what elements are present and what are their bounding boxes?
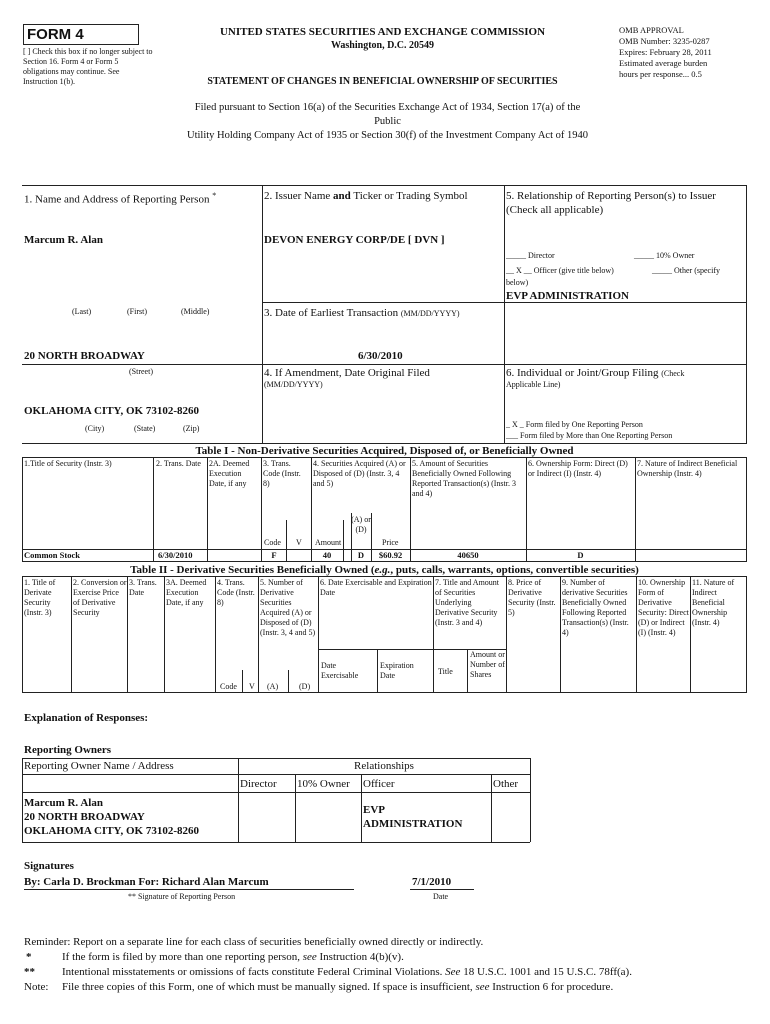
filed-line-3: Utility Holding Company Act of 1935 or Section 30(f) of the Investment Company Act of 1940 bbox=[187, 130, 588, 141]
t2-v-code bbox=[242, 670, 243, 693]
t2-col3a: 3A. Deemed Execution Date, if any bbox=[166, 578, 207, 607]
footer-star-see: see bbox=[302, 951, 317, 963]
t1-v3 bbox=[261, 457, 262, 562]
grid-line-v3 bbox=[746, 185, 747, 443]
ro-line-name bbox=[22, 774, 238, 775]
signature-date-line bbox=[410, 889, 474, 890]
t1-row-amount: 40 bbox=[322, 550, 332, 560]
ro-col-other: Other bbox=[493, 778, 519, 790]
ro-name-line2: 20 NORTH BROADWAY bbox=[24, 811, 145, 823]
t2-v9 bbox=[560, 576, 561, 693]
agency-name: UNITED STATES SECURITIES AND EXCHANGE COMMISSION bbox=[219, 26, 546, 38]
t1-v-amount bbox=[343, 520, 344, 562]
box6-label bbox=[506, 366, 684, 380]
signatures-heading: Signatures bbox=[24, 860, 74, 872]
ten-pct-owner-option: _____ 10% Owner bbox=[634, 251, 695, 260]
grid-line-top bbox=[22, 185, 747, 186]
table1-title: Table I - Non-Derivative Securities Acquired, Disposed of, or Beneficially Owned bbox=[195, 445, 574, 457]
t1-v1 bbox=[153, 457, 154, 562]
ro-col-ten: 10% Owner bbox=[297, 778, 350, 790]
box2-label-post: Ticker or Trading Symbol bbox=[353, 190, 468, 202]
t2-sub-expiration: Expiration Date bbox=[380, 661, 414, 680]
statement-title: STATEMENT OF CHANGES IN BENEFICIAL OWNERSHIP OF SECURITIES bbox=[207, 76, 558, 87]
explanation-heading: Explanation of Responses: bbox=[24, 712, 149, 724]
t2-col8: 8. Price of Derivative Security (Instr. 5) bbox=[508, 578, 556, 617]
box3-label-text: 3. Date of Earliest Transaction bbox=[264, 307, 399, 319]
t2-col5: 5. Number of Derivative Securities Acquired (A) or Disposed of (D) (Instr. 3, 4 and 5) bbox=[260, 578, 316, 637]
t2-col6: 6. Date Exercisable and Expiration Date bbox=[320, 578, 432, 597]
t2-v-exp bbox=[377, 649, 378, 693]
grid-line-h3 bbox=[22, 364, 747, 365]
ro-name-line3: OKLAHOMA CITY, OK 73102-8260 bbox=[24, 825, 199, 837]
footer-note-post: Instruction 6 for procedure. bbox=[492, 981, 614, 993]
box1-label-text: 1. Name and Address of Reporting Person bbox=[24, 193, 210, 206]
ro-officer-line2: ADMINISTRATION bbox=[363, 818, 463, 830]
footer-note-pre: File three copies of this Form, one of which must be manually signed. If space is insufficient, bbox=[62, 981, 473, 993]
grid-line-h2 bbox=[262, 302, 504, 303]
footer-note-see: see bbox=[475, 981, 490, 993]
grid-line-v1 bbox=[262, 185, 263, 443]
ro-col-name: Reporting Owner Name / Address bbox=[24, 760, 174, 772]
t2-title-post: , puts, calls, warrants, options, convertible securities) bbox=[390, 564, 639, 576]
t2-title-pre: Table II - Derivative Securities Beneficially Owned ( bbox=[130, 564, 375, 576]
t2-v-ad bbox=[288, 670, 289, 693]
t1-row-form: D bbox=[577, 550, 584, 560]
box2-label-pre: 2. Issuer Name bbox=[264, 190, 331, 202]
t1-v7 bbox=[635, 457, 636, 562]
box1-label bbox=[24, 189, 216, 207]
t2-col4: 4. Trans. Code (Instr. 8) bbox=[217, 578, 255, 607]
footer-star-pre: If the form is filed by more than one reporting person, bbox=[62, 951, 300, 963]
t1-v5 bbox=[410, 457, 411, 562]
footer-dstar-post: 18 U.S.C. 1001 and 15 U.S.C. 78ff(a). bbox=[463, 966, 632, 978]
box1-marker: * bbox=[212, 191, 217, 200]
t2-v4 bbox=[215, 576, 216, 693]
ro-line-rel bbox=[238, 774, 530, 775]
signature-by: By: Carla D. Brockman For: Richard Alan Marcum bbox=[24, 876, 269, 888]
signature-label: ** Signature of Reporting Person bbox=[128, 892, 236, 901]
t1-col2: 2. Trans. Date bbox=[156, 459, 201, 468]
omb-number: OMB Number: 3235-0287 bbox=[619, 36, 710, 46]
middle-label: (Middle) bbox=[181, 307, 210, 316]
ro-v5 bbox=[530, 758, 531, 842]
t2-title-eg: e.g. bbox=[374, 564, 391, 576]
t1-v2 bbox=[207, 457, 208, 562]
footer-dstar-see: See bbox=[445, 966, 461, 978]
earliest-transaction-date: 6/30/2010 bbox=[358, 350, 403, 362]
city-state-zip: OKLAHOMA CITY, OK 73102-8260 bbox=[24, 405, 199, 417]
t1-row-price: $60.92 bbox=[378, 550, 403, 560]
box3-format: (MM/DD/YYYY) bbox=[400, 309, 460, 318]
city-label: (City) bbox=[85, 424, 105, 433]
box5-title-underline bbox=[504, 302, 746, 303]
ro-line-sub bbox=[22, 792, 530, 793]
ro-officer-line1: EVP bbox=[363, 804, 385, 816]
t2-line-bottom bbox=[22, 692, 747, 693]
t2-sub-a: (A) bbox=[267, 682, 279, 691]
t1-row-date: 6/30/2010 bbox=[158, 550, 193, 560]
more-reporting-persons: ___ Form filed by More than One Reporting Person bbox=[506, 431, 673, 440]
state-label: (State) bbox=[134, 424, 156, 433]
footer-note-text bbox=[62, 981, 613, 993]
ro-col-officer: Officer bbox=[363, 778, 395, 790]
director-option: _____ Director bbox=[506, 251, 555, 260]
t2-col11: 11. Nature of Indirect Beneficial Ownership (Instr. 4) bbox=[692, 578, 735, 627]
t2-v1 bbox=[71, 576, 72, 693]
t2-v10 bbox=[636, 576, 637, 693]
t2-col1: 1. Title of Derivate Security (Instr. 3) bbox=[24, 578, 56, 617]
form-title-box bbox=[23, 24, 139, 45]
t2-col10: 10. Ownership Form of Derivative Security: Direct (D) or Indirect (I) (Instr. 4) bbox=[638, 578, 689, 637]
t2-v3 bbox=[164, 576, 165, 693]
ro-officer-title bbox=[363, 803, 462, 831]
filed-line-2: Public bbox=[374, 116, 401, 127]
agency-location: Washington, D.C. 20549 bbox=[330, 40, 435, 51]
ro-owner-address bbox=[24, 796, 199, 838]
reporting-person-name: Marcum R. Alan bbox=[24, 234, 103, 246]
ro-col-director: Director bbox=[240, 778, 277, 790]
t1-col4: 4. Securities Acquired (A) or Disposed of (D) (Instr. 3, 4 and 5) bbox=[313, 459, 406, 488]
ro-v3 bbox=[361, 774, 362, 842]
t2-v-amt bbox=[467, 649, 468, 693]
t2-sub-v: V bbox=[249, 682, 255, 691]
issuer-name: DEVON ENERGY CORP/DE [ DVN ] bbox=[264, 234, 445, 246]
ro-v2 bbox=[295, 774, 296, 842]
ro-v0 bbox=[22, 758, 23, 842]
t2-sub-amount: Amount or Number of Shares bbox=[470, 650, 505, 679]
ro-name-line1: Marcum R. Alan bbox=[24, 797, 103, 809]
footer-star: * bbox=[26, 951, 32, 963]
other-option: _____ Other (specify bbox=[652, 266, 720, 275]
omb-burden: Estimated average burden bbox=[619, 58, 708, 68]
t1-row-code: F bbox=[271, 550, 277, 560]
footer-star-post: Instruction 4(b)(v). bbox=[319, 951, 404, 963]
signature-line bbox=[24, 889, 354, 890]
signature-date: 7/1/2010 bbox=[412, 876, 452, 888]
reporting-owners-heading: Reporting Owners bbox=[24, 744, 112, 756]
t1-col6: 6. Ownership Form: Direct (D) or Indirect (I) (Instr. 4) bbox=[528, 459, 628, 478]
box6-check: (Check bbox=[661, 369, 685, 378]
t2-v0 bbox=[22, 576, 23, 693]
t2-col7: 7. Title and Amount of Securities Underlying Derivative Security (Instr. 3 and 4) bbox=[435, 578, 500, 627]
table2-title bbox=[22, 564, 747, 576]
t1-v-code bbox=[286, 520, 287, 562]
t1-sub-v: V bbox=[296, 538, 302, 547]
t1-sub-code: Code bbox=[264, 538, 281, 547]
last-label: (Last) bbox=[72, 307, 92, 316]
filed-pursuant bbox=[140, 101, 635, 143]
footer-note: Note: bbox=[24, 981, 49, 993]
signature-date-label: Date bbox=[433, 892, 449, 901]
t1-row-owned: 40650 bbox=[457, 550, 479, 560]
box2-label-and: and bbox=[333, 190, 351, 202]
t2-sub-d: (D) bbox=[299, 682, 311, 691]
t1-sub-price: Price bbox=[382, 538, 399, 547]
t1-line-bottom bbox=[22, 561, 747, 562]
omb-expires: Expires: February 28, 2011 bbox=[619, 47, 712, 57]
t2-v11 bbox=[690, 576, 691, 693]
t1-line-top bbox=[22, 457, 747, 458]
box6-label-text: 6. Individual or Joint/Group Filing bbox=[506, 367, 659, 379]
footer-dstar-pre: Intentional misstatements or omissions of facts constitute Federal Criminal Violations. bbox=[62, 966, 443, 978]
t2-v6 bbox=[318, 576, 319, 693]
t2-line-top bbox=[22, 576, 747, 577]
form-title: FORM 4 bbox=[27, 26, 84, 43]
footer-dstar: ** bbox=[24, 966, 35, 978]
ro-v4 bbox=[491, 774, 492, 842]
filed-line-1: Filed pursuant to Section 16(a) of the Securities Exchange Act of 1934, Section 17(a) of the bbox=[194, 102, 581, 113]
t2-col3: 3. Trans. Date bbox=[129, 578, 157, 597]
t1-col5: 5. Amount of Securities Beneficially Owned Following Reported Transaction(s) (Instr. 3 and 4) bbox=[412, 459, 516, 498]
box2-label bbox=[264, 189, 468, 203]
box4-format: (MM/DD/YYYY) bbox=[264, 380, 323, 389]
t1-sub-amount: Amount bbox=[315, 538, 342, 547]
box4-label: 4. If Amendment, Date Original Filed bbox=[264, 367, 430, 379]
t2-sub-exercisable: Date Exercisable bbox=[321, 661, 359, 680]
t2-v5 bbox=[258, 576, 259, 693]
footer-dstar-text bbox=[62, 966, 632, 978]
t1-sub-aord: (A) or (D) bbox=[351, 515, 371, 534]
t1-v6 bbox=[526, 457, 527, 562]
ro-relationships: Relationships bbox=[354, 760, 414, 772]
ro-line-top bbox=[22, 758, 530, 759]
t2-col2: 2. Conversion or Exercise Price of Derivative Security bbox=[73, 578, 127, 617]
t2-v12 bbox=[746, 576, 747, 693]
street-address: 20 NORTH BROADWAY bbox=[24, 350, 145, 362]
omb-approval-title: OMB APPROVAL bbox=[619, 25, 684, 35]
grid-line-h4 bbox=[22, 443, 747, 444]
t2-sub-code: Code bbox=[220, 682, 237, 691]
street-label: (Street) bbox=[129, 367, 153, 376]
box6-applicable: Applicable Line) bbox=[506, 380, 561, 389]
t1-col7: 7. Nature of Indirect Beneficial Ownership (Instr. 4) bbox=[637, 459, 738, 478]
omb-approval bbox=[619, 25, 764, 80]
t2-v2 bbox=[127, 576, 128, 693]
check-box-note: [ ] Check this box if no longer subject to Section 16. Form 4 or Form 5 obligations may continue. See Instruction 1(b). bbox=[23, 47, 153, 86]
omb-hours: hours per response... 0.5 bbox=[619, 69, 702, 79]
other-below: below) bbox=[506, 278, 529, 287]
t1-col1: 1.Title of Security (Instr. 3) bbox=[24, 459, 112, 468]
box3-label bbox=[264, 306, 460, 320]
officer-title: EVP ADMINISTRATION bbox=[506, 290, 629, 302]
t2-col9: 9. Number of derivative Securities Beneficially Owned Following Reported Transaction(s) (Instr. 4) bbox=[562, 578, 629, 637]
t1-row-aord: D bbox=[357, 550, 365, 560]
one-reporting-person: _ X _ Form filed by One Reporting Person bbox=[506, 420, 643, 429]
ro-line-bottom bbox=[22, 842, 530, 843]
t1-v4 bbox=[311, 457, 312, 562]
t1-row-security: Common Stock bbox=[24, 550, 80, 560]
first-label: (First) bbox=[127, 307, 147, 316]
t1-v8 bbox=[746, 457, 747, 562]
t2-sub-title: Title bbox=[438, 667, 453, 676]
t1-v0 bbox=[22, 457, 23, 562]
t1-col3: 3. Trans. Code (Instr. 8) bbox=[263, 459, 301, 488]
t2-v7 bbox=[433, 576, 434, 693]
officer-option: __ X __ Officer (give title below) bbox=[506, 266, 614, 275]
footer-star-text bbox=[62, 951, 404, 963]
footer-reminder: Reminder: Report on a separate line for each class of securities beneficially owned directly or indirectly. bbox=[24, 936, 484, 948]
box5-label: 5. Relationship of Reporting Person(s) to Issuer (Check all applicable) bbox=[506, 190, 716, 216]
t1-col2a: 2A. Deemed Execution Date, if any bbox=[209, 459, 250, 488]
zip-label: (Zip) bbox=[183, 424, 200, 433]
grid-line-v2 bbox=[504, 185, 505, 443]
